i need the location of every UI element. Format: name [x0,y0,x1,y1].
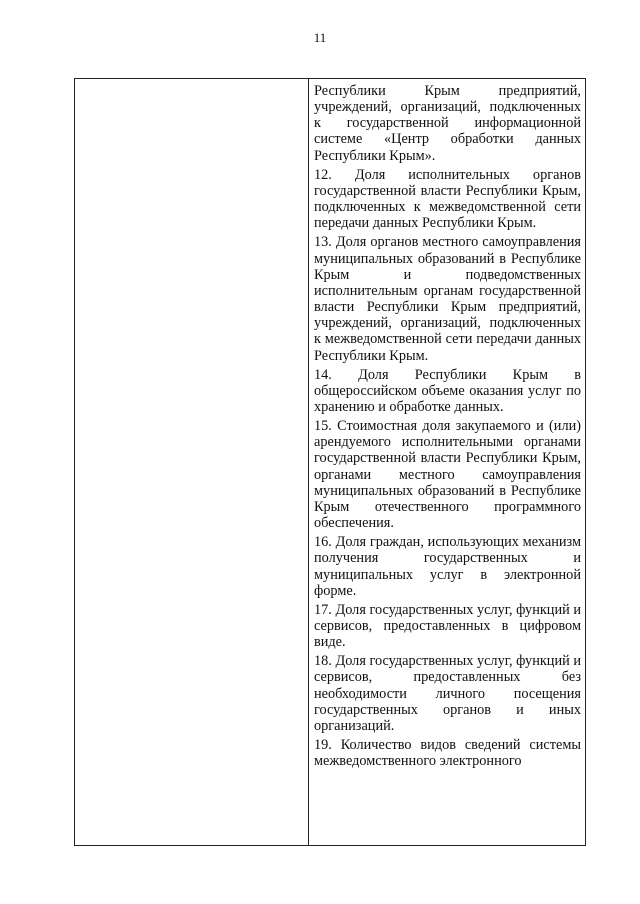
table-left-cell [75,79,309,845]
indicator-item: 15. Стоимостная доля закупаемого и (или) арендуемого исполнительными органами государственной власти Республики Крым, органами местного самоуправления муниципальных образований в Республике Крым отечественного программного обеспечения. [314,418,581,532]
indicator-item: 19. Количество видов сведений системы межведомственного электронного [314,737,581,770]
indicator-item: Республики Крым предприятий, учреждений, организаций, подключенных к государственной информационной системе «Центр обработки данных Республики Крым». [314,83,581,164]
indicator-item: 13. Доля органов местного самоуправления муниципальных образований в Республике Крым и подведомственных исполнительным органам государственной власти Республики Крым предприятий, учреждений, организаций, подключенных к межведомственной сети передачи данных Республики Крым. [314,234,581,364]
indicator-item: 16. Доля граждан, использующих механизм получения государственных и муниципальных услуг в электронной форме. [314,534,581,599]
indicator-item: 12. Доля исполнительных органов государственной власти Республики Крым, подключенных к межведомственной сети передачи данных Республики Крым. [314,166,581,232]
page-number: 11 [313,30,327,45]
indicator-item: 18. Доля государственных услуг, функций и сервисов, предоставленных без необходимости личного посещения государственных органов и иных организаций. [314,653,581,734]
table-right-cell [309,79,585,845]
indicator-table [74,78,586,846]
indicator-item: 17. Доля государственных услуг, функций и сервисов, предоставленных в цифровом виде. [314,601,581,651]
indicator-item: 14. Доля Республики Крым в общероссийском объеме оказания услуг по хранению и обработке данных. [314,366,581,415]
